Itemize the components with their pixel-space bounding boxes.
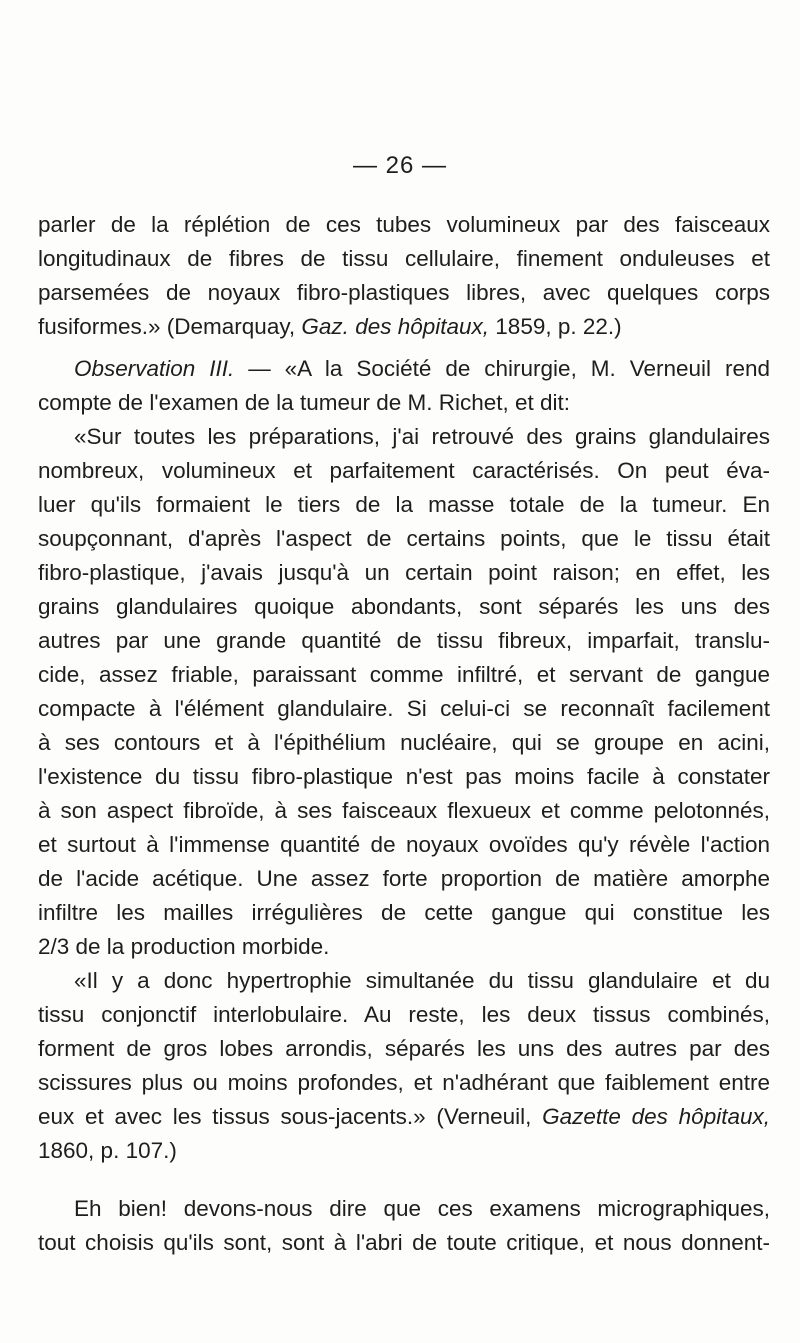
text-line: parsemées de noyaux fibro-plastiques libres, avec quelques corps — [38, 280, 770, 305]
text-line: et surtout à l'immense quantité de noyaux ovoïdes qu'y révèle l'action — [38, 832, 770, 857]
quotation-paragraph — [38, 420, 770, 964]
text-line: longitudinaux de fibres de tissu cellulaire, finement onduleuses et — [38, 246, 770, 271]
text-line: à son aspect fibroïde, à ses faisceaux flexueux et comme pelotonnés, — [38, 798, 770, 823]
text-line: de l'acide acétique. Une assez forte proportion de matière amorphe — [38, 866, 770, 891]
text-line: Eh bien! devons-nous dire que ces examens micrographiques, — [74, 1196, 770, 1221]
paragraph — [38, 1192, 770, 1260]
text-line — [38, 310, 770, 344]
text-line: soupçonnant, d'après l'aspect de certains points, que le tissu était — [38, 526, 770, 551]
text-line: 2/3 de la production morbide. — [38, 934, 330, 959]
text-fragment: — «A la Société de chirurgie, M. Verneuil rend — [234, 356, 770, 381]
text-line: compte de l'examen de la tumeur de M. Richet, et dit: — [38, 390, 571, 415]
text-line: forment de gros lobes arrondis, séparés les uns des autres par des — [38, 1036, 770, 1061]
text-line: scissures plus ou moins profondes, et n'adhérant que faiblement entre — [38, 1070, 770, 1095]
quotation-paragraph — [38, 964, 770, 1168]
citation-title: Gaz. des hôpitaux, — [301, 314, 490, 339]
citation-details: 1859, p. 22.) — [489, 314, 622, 339]
paragraph-continuation — [38, 208, 770, 344]
text-line: grains glandulaires quoique abondants, sont séparés les uns des — [38, 594, 770, 619]
text-line: nombreux, volumineux et parfaitement caractérisés. On peut éva- — [38, 458, 770, 483]
text-line: infiltre les mailles irrégulières de cette gangue qui constitue les — [38, 900, 770, 925]
text-fragment: eux et avec les tissus sous-jacents.» (Verneuil, — [38, 1104, 543, 1129]
text-line: «Sur toutes les préparations, j'ai retrouvé des grains glandulaires — [74, 424, 770, 449]
text-line: compacte à l'élément glandulaire. Si celui-ci se reconnaît facilement — [38, 696, 770, 721]
text-line: tout choisis qu'ils sont, sont à l'abri de toute critique, et nous donnent- — [38, 1230, 770, 1255]
text-line: l'existence du tissu fibro-plastique n'est pas moins facile à constater — [38, 764, 770, 789]
text-line — [38, 352, 770, 386]
text-line: fibro-plastique, j'avais jusqu'à un certain point raison; en effet, les — [38, 560, 770, 585]
citation-title: Gazette des hôpitaux, — [542, 1104, 770, 1129]
text-line: cide, assez friable, paraissant comme infiltré, et servant de gangue — [38, 662, 770, 687]
text-line: parler de la réplétion de ces tubes volumineux par des faisceaux — [38, 212, 770, 237]
text-line: «Il y a donc hypertrophie simultanée du tissu glandulaire et du — [74, 968, 770, 993]
text-line: à ses contours et à l'épithélium nucléaire, qui se groupe en acini, — [38, 730, 770, 755]
observation-heading: Observation III. — [74, 356, 235, 381]
text-line: 1860, p. 107.) — [38, 1138, 177, 1163]
text-line — [38, 1100, 770, 1134]
text-line: luer qu'ils formaient le tiers de la masse totale de la tumeur. En — [38, 492, 770, 517]
text-fragment: fusiformes.» (Demarquay, — [38, 314, 302, 339]
text-line: autres par une grande quantité de tissu fibreux, imparfait, translu- — [38, 628, 770, 653]
page-number: — 26 — — [352, 152, 448, 179]
text-line: tissu conjonctif interlobulaire. Au reste, les deux tissus combinés, — [38, 1002, 770, 1027]
observation-block — [38, 352, 770, 420]
body-text — [38, 208, 770, 1260]
